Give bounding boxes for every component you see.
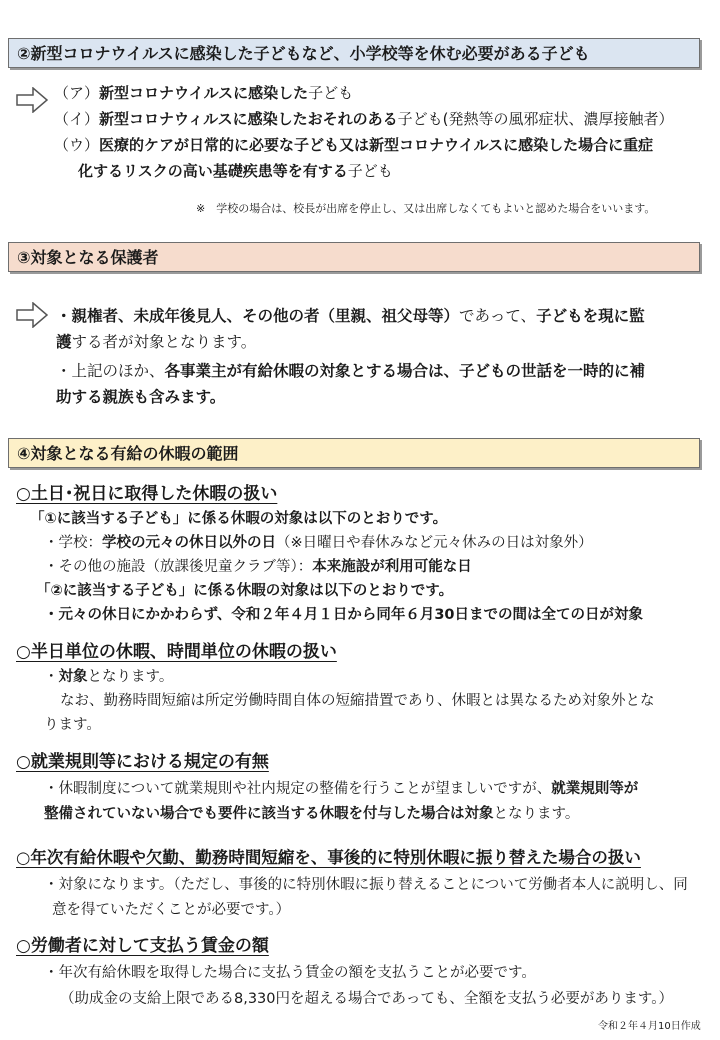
right-arrow-icon bbox=[16, 302, 48, 328]
section3-header: ③対象となる保護者 bbox=[8, 242, 700, 272]
footer-date: 令和２年４月10日作成 bbox=[598, 1021, 701, 1032]
section3-line1: ・親権者、未成年後見人、その他の者（里親、祖父母等）であって、子どもを現に監 bbox=[56, 307, 645, 325]
halfday-line2: なお、勤務時間短縮は所定労働時間自体の短縮措置であり、休暇とは異なるため対象外とな bbox=[60, 693, 655, 709]
retro-line1: ・対象になります。（ただし、事後的に特別休暇に振り替えることについて労働者本人に説明し、同 bbox=[44, 877, 688, 893]
section3-line2: 護する者が対象となります。 bbox=[56, 333, 257, 351]
holiday-line2: ・学校：学校の元々の休日以外の日（※日曜日や春休みなど元々休みの日は対象外） bbox=[44, 535, 593, 551]
section2-header: ②新型コロナウイルスに感染した子どもなど、小学校等を休む必要がある子ども bbox=[8, 38, 700, 68]
rules-line2: 整備されていない場合でも要件に該当する休暇を付与した場合は対象となります。 bbox=[44, 806, 580, 822]
holiday-line5: ・元々の休日にかかわらず、令和２年４月１日から同年６月30日までの間は全ての日が対象 bbox=[44, 607, 644, 623]
section3-line4: 助する親族も含みます。 bbox=[56, 388, 226, 406]
holiday-line1: 「①に該当する子ども」に係る休暇の対象は以下のとおりです。 bbox=[30, 511, 448, 527]
holiday-line3: ・その他の施設（放課後児童クラブ等）：本来施設が利用可能な日 bbox=[44, 559, 472, 575]
wage-line1: ・年次有給休暇を取得した場合に支払う賃金の額を支払うことが必要です。 bbox=[44, 965, 536, 981]
retro-heading: ○年次有給休暇や欠勤、勤務時間短縮を、事後的に特別休暇に振り替えた場合の扱い bbox=[16, 848, 641, 867]
section2-item-i: （イ）新型コロナウィルスに感染したおそれのある子ども(発熱等の風邪症状、濃厚接触者） bbox=[54, 110, 674, 128]
wage-line2: （助成金の支給上限である8,330円を超える場合であっても、全額を支払う必要があります。） bbox=[60, 991, 673, 1007]
section3-line3: ・上記のほか、各事業主が有給休暇の対象とする場合は、子どもの世話を一時的に補 bbox=[56, 362, 646, 380]
wage-heading: ○労働者に対して支払う賃金の額 bbox=[16, 936, 269, 956]
section2-note: ※ 学校の場合は、校長が出席を停止し、又は出席しなくてもよいと認めた場合をいいます。 bbox=[196, 202, 656, 215]
section2-item-a: （ア）新型コロナウイルスに感染した子ども bbox=[54, 84, 354, 102]
section2-item-u-cont: 化するリスクの高い基礎疾患等を有する子ども bbox=[78, 162, 393, 180]
section4-header: ④対象となる有給の休暇の範囲 bbox=[8, 438, 700, 468]
section2-item-u: （ウ）医療的ケアが日常的に必要な子ども又は新型コロナウイルスに感染した場合に重症 bbox=[54, 136, 654, 154]
halfday-line1: ・対象となります。 bbox=[44, 669, 174, 685]
holiday-heading: ○土日･祝日に取得した休暇の扱い bbox=[16, 484, 278, 504]
rules-heading: ○就業規則等における規定の有無 bbox=[16, 752, 269, 772]
retro-line2: 意を得ていただくことが必要です。） bbox=[52, 902, 291, 918]
halfday-heading: ○半日単位の休暇、時間単位の休暇の扱い bbox=[16, 642, 337, 662]
halfday-line3: ります。 bbox=[44, 717, 101, 733]
right-arrow-icon bbox=[16, 87, 48, 113]
holiday-line4: 「②に該当する子ども」に係る休暇の対象は以下のとおりです。 bbox=[36, 583, 454, 599]
rules-line1: ・休暇制度について就業規則や社内規定の整備を行うことが望ましいですが、就業規則等が bbox=[44, 781, 639, 797]
